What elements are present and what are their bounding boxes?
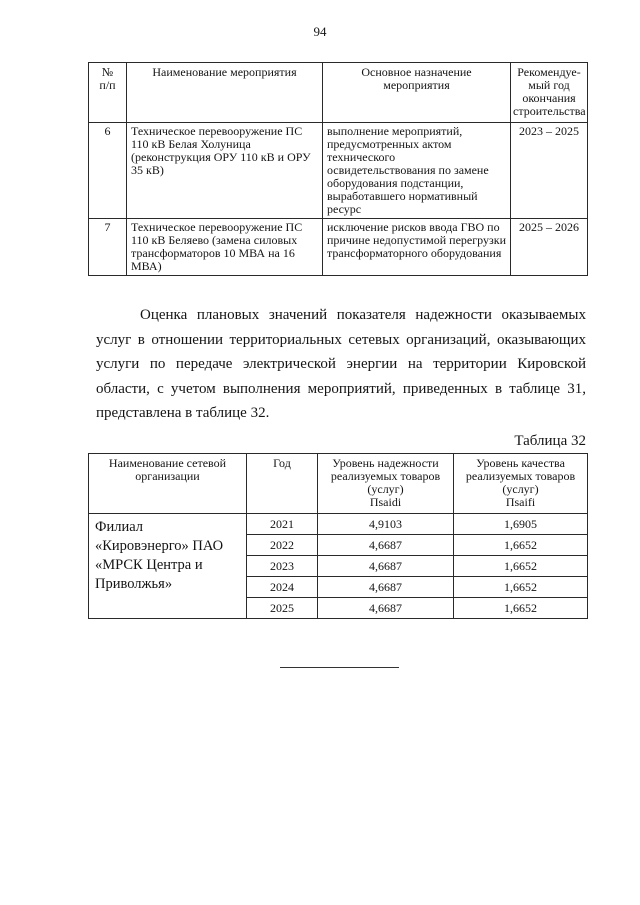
row-reliability: 4,9103 [318, 514, 454, 535]
table-header-row [89, 63, 588, 123]
row-quality: 1,6652 [454, 598, 588, 619]
header-quality-symbol: Пsaifi [505, 495, 536, 509]
page-number: 94 [313, 24, 327, 39]
row-year: 2023 – 2025 [511, 123, 588, 219]
row-year: 2025 [247, 598, 318, 619]
table-row [89, 123, 588, 219]
row-purpose: выполнение мероприятий, предусмотренных актом технического освидетельствования по замене оборудования подстанции, выработавшего нормативный ресурс [323, 123, 511, 219]
row-measure-name: Техническое перевооружение ПС 110 кВ Беляево (замена силовых трансформаторов 10 МВА на 16 МВА) [127, 219, 323, 276]
row-year: 2022 [247, 535, 318, 556]
row-num: 7 [89, 219, 127, 276]
row-quality: 1,6652 [454, 577, 588, 598]
row-reliability: 4,6687 [318, 535, 454, 556]
row-quality: 1,6652 [454, 535, 588, 556]
org-name: Филиал «Кировэнерго» ПАО «МРСК Центра и Приволжья» [89, 514, 247, 619]
header-purpose: Основное назначение мероприятия [323, 63, 511, 123]
row-purpose: исключение рисков ввода ГВО по причине недопустимой перегрузки трансформаторного оборудования [323, 219, 511, 276]
table-row [89, 514, 588, 535]
header-reliability [318, 454, 454, 514]
table-caption: Таблица 32 [514, 433, 586, 449]
header-quality [454, 454, 588, 514]
row-year: 2023 [247, 556, 318, 577]
row-measure-name: Техническое перевооружение ПС 110 кВ Белая Холуница (реконструкция ОРУ 110 кВ и ОРУ 35 кВ) [127, 123, 323, 219]
row-year: 2025 – 2026 [511, 219, 588, 276]
row-num: 6 [89, 123, 127, 219]
footer-rule [280, 667, 399, 668]
reliability-table [88, 453, 588, 619]
table-header-row [89, 454, 588, 514]
header-reliability-label: Уровень надежности реализуемых товаров (услуг) [330, 456, 441, 496]
header-year: Год [247, 454, 318, 514]
header-org [89, 454, 247, 514]
header-reliability-symbol: Пsaidi [369, 495, 402, 509]
header-org-label: Наименование сетевой организации [108, 456, 227, 483]
body-paragraph [96, 303, 586, 426]
header-num: № п/п [89, 63, 127, 123]
header-measure-name: Наименование мероприятия [127, 63, 323, 123]
body-paragraph-text: Оценка плановых значений показателя надежности оказываемых услуг в отношении территориальных сетевых организаций, оказывающих услуги по передаче электрической энергии на территории Кировской области, с учетом выполнения мероприятий, приведенных в таблице 31, представлена в таблице 32. [96, 307, 586, 422]
row-year: 2024 [247, 577, 318, 598]
row-quality: 1,6652 [454, 556, 588, 577]
header-recommended-year: Рекомендуе-мый год окончания строительства [511, 63, 588, 123]
row-reliability: 4,6687 [318, 556, 454, 577]
measures-table [88, 62, 588, 276]
table-row [89, 219, 588, 276]
row-reliability: 4,6687 [318, 577, 454, 598]
row-reliability: 4,6687 [318, 598, 454, 619]
row-year: 2021 [247, 514, 318, 535]
row-quality: 1,6905 [454, 514, 588, 535]
header-quality-label: Уровень качества реализуемых товаров (услуг) [465, 456, 576, 496]
